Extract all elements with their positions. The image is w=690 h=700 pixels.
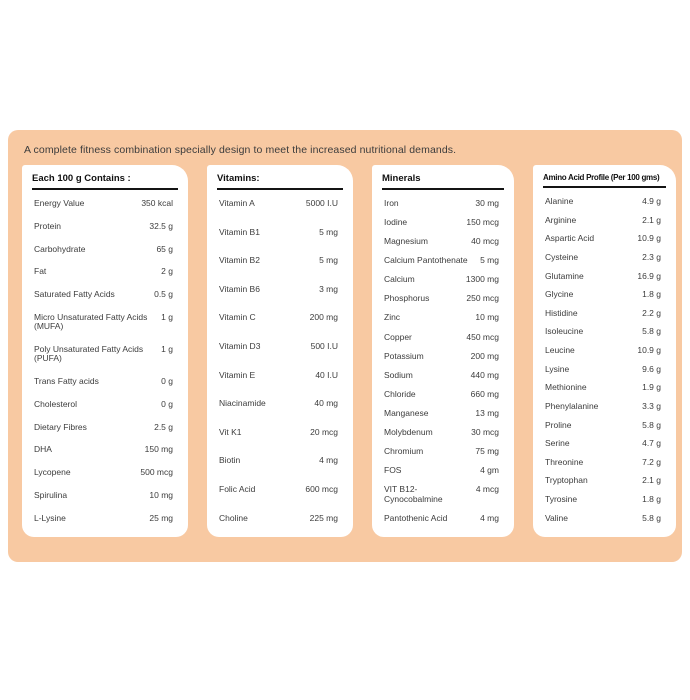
nutrient-value: 13 mg [475, 407, 499, 418]
nutrient-value: 0 g [161, 398, 173, 409]
nutrient-label: Histidine [545, 307, 578, 318]
nutrient-value: 200 mg [309, 312, 338, 323]
nutrient-row [384, 371, 499, 380]
nutrient-label: Calcium Pantothenate [384, 255, 468, 266]
nutrient-label: Phenylalanine [545, 400, 599, 411]
nutrient-row [384, 466, 499, 475]
nutrient-label: Vitamin B2 [219, 255, 260, 266]
nutrient-label: Threonine [545, 456, 584, 467]
nutrient-row [384, 485, 499, 504]
nutrient-value: 5.8 g [642, 512, 661, 523]
nutrient-label: Phosphorus [384, 293, 430, 304]
tagline-text: A complete fitness combination specially design to meet the increased nutritional demands. [24, 144, 457, 156]
nutrient-label: L-Lysine [34, 512, 66, 523]
nutrient-label: DHA [34, 444, 52, 455]
nutrient-value: 4 gm [480, 465, 499, 476]
nutrient-value: 4.9 g [642, 196, 661, 206]
nutrition-card [372, 165, 514, 537]
nutrient-label: Cysteine [545, 251, 579, 262]
nutrient-label: Valine [545, 512, 568, 523]
card-rows [217, 190, 343, 525]
nutrient-row [219, 371, 338, 380]
nutrient-row [34, 423, 173, 432]
card-title: Vitamins: [217, 173, 343, 190]
nutrient-row [545, 439, 661, 448]
nutrient-label: Serine [545, 438, 570, 449]
nutrient-label: Chloride [384, 388, 416, 399]
card-title: Each 100 g Contains : [32, 173, 178, 190]
nutrient-label: Arginine [545, 214, 577, 225]
nutrient-row [34, 245, 173, 254]
nutrient-value: 1300 mg [465, 274, 499, 285]
nutrient-label: Vitamin B1 [219, 226, 260, 237]
nutrient-label: Magnesium [384, 236, 428, 247]
nutrient-label: Methionine [545, 382, 587, 393]
nutrient-label: Energy Value [34, 198, 85, 208]
card-rows [382, 190, 504, 525]
nutrition-card [207, 165, 353, 537]
nutrient-row [219, 456, 338, 465]
nutrient-value: 2.5 g [154, 421, 173, 432]
nutrient-label: Cholesterol [34, 398, 77, 409]
nutrient-row [384, 409, 499, 418]
nutrient-label: Tyrosine [545, 494, 578, 504]
nutrient-value: 40 mcg [471, 236, 499, 247]
nutrient-label: VIT B12-Cynocobalmine [384, 484, 443, 504]
nutrient-label: Vitamin E [219, 369, 256, 380]
nutrient-value: 1 g [161, 311, 173, 322]
nutrient-label: Glycine [545, 289, 574, 300]
nutrient-row [34, 222, 173, 231]
nutrient-value: 660 mg [470, 388, 499, 399]
nutrient-label: Iron [384, 198, 399, 208]
nutrient-label: Tryptophan [545, 475, 588, 486]
nutrient-label: Vitamin D3 [219, 340, 261, 351]
nutrient-value: 1 g [161, 343, 173, 354]
nutrient-value: 5.8 g [642, 326, 661, 337]
nutrient-row [384, 294, 499, 303]
nutrient-value: 2.2 g [642, 307, 661, 318]
nutrient-label: Saturated Fatty Acids [34, 289, 115, 300]
nutrient-value: 0 g [161, 376, 173, 387]
nutrient-label: Biotin [219, 455, 241, 466]
nutrient-value: 4 mg [480, 512, 499, 523]
nutrient-row [545, 458, 661, 467]
card-title: Minerals [382, 173, 504, 190]
nutrient-row [545, 383, 661, 392]
nutrient-row [219, 285, 338, 294]
nutrient-value: 4 mcg [475, 484, 499, 495]
nutrient-row [219, 342, 338, 351]
nutrient-label: Fat [34, 266, 47, 277]
nutrient-value: 2.1 g [642, 475, 661, 486]
nutrient-value: 250 mcg [466, 293, 499, 304]
nutrient-value: 0.5 g [154, 289, 173, 300]
nutrient-row [384, 256, 499, 265]
nutrient-value: 1.8 g [642, 494, 661, 504]
nutrient-row [545, 514, 661, 523]
nutrient-row [384, 237, 499, 246]
nutrient-value: 10.9 g [637, 345, 661, 355]
nutrient-row [219, 399, 338, 408]
nutrient-row [34, 267, 173, 276]
nutrient-row [34, 199, 173, 208]
nutrient-label: Spirulina [34, 489, 68, 500]
nutrient-row [219, 428, 338, 437]
nutrient-row [34, 468, 173, 477]
nutrient-value: 3.3 g [642, 400, 661, 411]
nutrient-label: Vitamin B6 [219, 283, 260, 294]
nutrient-row [545, 495, 661, 504]
nutrient-label: Glutamine [545, 270, 584, 281]
nutrient-label: Vitamin A [219, 198, 255, 208]
nutrient-label: Potassium [384, 350, 424, 361]
nutrient-value: 9.6 g [642, 363, 661, 374]
nutrient-value: 20 mcg [310, 426, 338, 437]
nutrient-value: 32.5 g [149, 220, 173, 231]
nutrient-value: 10 mg [149, 489, 173, 500]
nutrient-label: Dietary Fibres [34, 421, 87, 432]
nutrient-value: 40 mg [314, 398, 338, 409]
nutrient-value: 40 I.U [315, 369, 338, 380]
nutrient-label: Protein [34, 220, 61, 231]
nutrient-label: Lysine [545, 363, 570, 374]
nutrient-row [219, 514, 338, 523]
nutrient-row [545, 272, 661, 281]
nutrient-row [384, 514, 499, 523]
nutrient-row [219, 199, 338, 208]
card-rows [543, 188, 666, 525]
nutrient-value: 10 mg [475, 312, 499, 323]
nutrient-label: Alanine [545, 196, 574, 206]
cards-row [16, 165, 674, 537]
nutrient-label: Calcium [384, 274, 415, 285]
nutrient-value: 225 mg [309, 512, 338, 523]
nutrient-value: 500 mcg [140, 467, 173, 478]
nutrient-label: Aspartic Acid [545, 233, 595, 244]
nutrient-value: 350 kcal [141, 198, 173, 208]
nutrient-row [384, 313, 499, 322]
nutrient-label: Trans Fatty acids [34, 376, 99, 387]
nutrient-row [545, 346, 661, 355]
nutrient-value: 200 mg [470, 350, 499, 361]
nutrient-label: Choline [219, 512, 248, 523]
nutrient-label: Lycopene [34, 467, 71, 478]
nutrient-label: Vit K1 [219, 426, 242, 437]
nutrient-value: 450 mcg [466, 331, 499, 342]
nutrient-label: Carbohydrate [34, 243, 86, 254]
nutrient-value: 5000 I.U [305, 198, 338, 208]
nutrient-value: 5 mg [319, 255, 338, 266]
nutrient-row [384, 275, 499, 284]
nutrition-card [533, 165, 676, 537]
nutrient-row [545, 421, 661, 430]
nutrient-label: Isoleucine [545, 326, 584, 337]
nutrient-row [34, 313, 173, 332]
nutrient-label: Folic Acid [219, 483, 256, 494]
nutrient-value: 440 mg [470, 369, 499, 380]
nutrient-label: Leucine [545, 345, 575, 355]
nutrient-label: Sodium [384, 369, 413, 380]
nutrient-row [545, 365, 661, 374]
nutrient-value: 30 mg [475, 198, 499, 208]
nutrient-value: 75 mg [475, 446, 499, 457]
nutrient-label: Manganese [384, 407, 429, 418]
nutrition-card [22, 165, 188, 537]
nutrient-row [219, 256, 338, 265]
nutrient-row [545, 290, 661, 299]
nutrient-row [384, 333, 499, 342]
nutrient-label: Zinc [384, 312, 401, 323]
nutrient-row [545, 402, 661, 411]
nutrient-value: 10.9 g [637, 233, 661, 244]
nutrient-row [545, 234, 661, 243]
nutrient-label: Pantothenic Acid [384, 512, 448, 523]
nutrient-value: 4.7 g [642, 438, 661, 449]
nutrient-value: 5 mg [480, 255, 499, 266]
nutrient-value: 1.8 g [642, 289, 661, 300]
nutrient-label: Chromium [384, 446, 424, 457]
card-title: Amino Acid Profile (Per 100 gms) [543, 173, 666, 188]
nutrient-value: 500 I.U [310, 340, 338, 351]
nutrient-row [34, 345, 173, 364]
nutrient-label: Iodine [384, 217, 408, 228]
nutrient-value: 150 mg [144, 444, 173, 455]
nutrient-row [34, 514, 173, 523]
nutrient-value: 5.8 g [642, 419, 661, 430]
nutrient-label: Micro Unsaturated Fatty Acids (MUFA) [34, 311, 148, 332]
nutrient-row [34, 290, 173, 299]
nutrient-value: 7.2 g [642, 456, 661, 467]
nutrient-label: Molybdenum [384, 426, 433, 437]
nutrient-label: Copper [384, 331, 412, 342]
nutrient-value: 1.9 g [642, 382, 661, 393]
nutrient-label: Niacinamide [219, 398, 266, 409]
nutrient-row [545, 197, 661, 206]
nutrient-label: Proline [545, 419, 572, 430]
nutrient-row [384, 352, 499, 361]
nutrient-row [545, 216, 661, 225]
nutrient-row [34, 377, 173, 386]
nutrient-row [219, 228, 338, 237]
nutrient-value: 2.3 g [642, 251, 661, 262]
card-rows [32, 190, 178, 525]
nutrient-row [34, 400, 173, 409]
nutrient-row [384, 218, 499, 227]
nutrient-value: 150 mcg [466, 217, 499, 228]
nutrient-value: 25 mg [149, 512, 173, 523]
nutrient-label: Vitamin C [219, 312, 256, 323]
nutrient-row [219, 313, 338, 322]
nutrient-value: 2.1 g [642, 214, 661, 225]
nutrient-row [545, 253, 661, 262]
nutrient-value: 65 g [156, 243, 173, 254]
nutrient-row [34, 445, 173, 454]
nutrient-row [384, 199, 499, 208]
nutrition-panel [8, 130, 682, 562]
nutrient-value: 5 mg [319, 226, 338, 237]
nutrient-value: 4 mg [319, 455, 338, 466]
nutrient-row [545, 327, 661, 336]
nutrient-row [219, 485, 338, 494]
nutrient-row [34, 491, 173, 500]
nutrient-value: 600 mcg [305, 483, 338, 494]
nutrient-row [545, 309, 661, 318]
nutrient-value: 3 mg [319, 283, 338, 294]
nutrient-row [384, 447, 499, 456]
nutrient-row [384, 390, 499, 399]
nutrient-value: 30 mcg [471, 426, 499, 437]
nutrient-value: 2 g [161, 266, 173, 277]
nutrient-label: FOS [384, 465, 402, 476]
nutrient-row [545, 476, 661, 485]
nutrient-value: 16.9 g [637, 270, 661, 281]
nutrient-label: Poly Unsaturated Fatty Acids (PUFA) [34, 343, 144, 364]
nutrient-row [384, 428, 499, 437]
